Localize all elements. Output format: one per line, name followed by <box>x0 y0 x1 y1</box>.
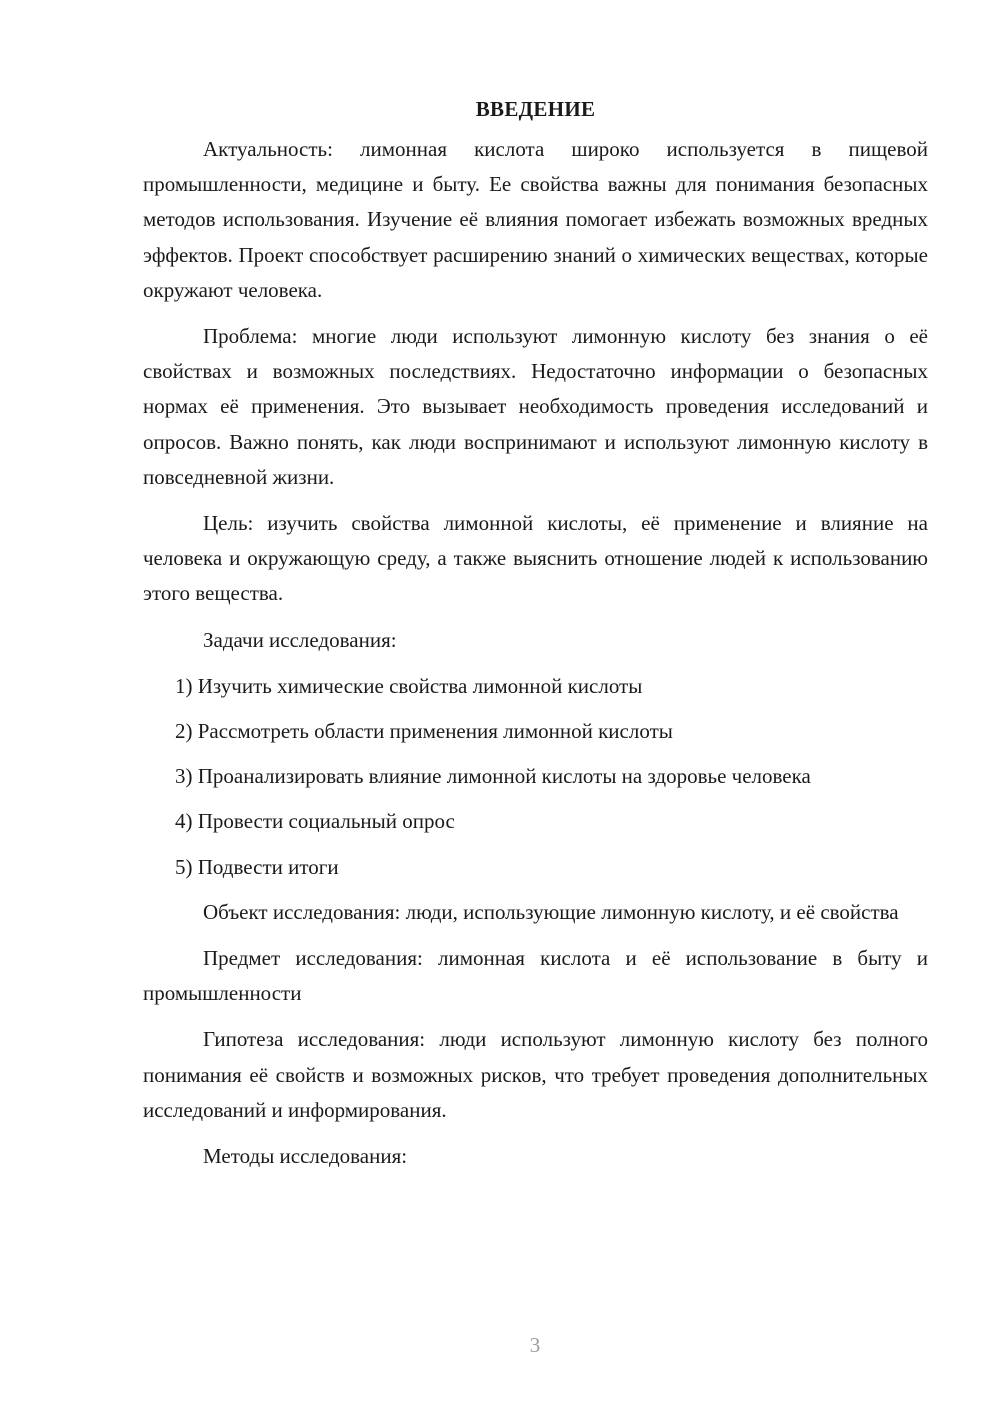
page-title: ВВЕДЕНИЕ <box>475 97 596 121</box>
problem-paragraph: Проблема: многие люди используют лимонную кислоту без знания о её свойствах и возможных последствиях. Недостаточно информации о безопасных нормах её применения. Это вызывает необходимость проведения исследований и опросов. Важно понять, как люди воспринимают и используют лимонную кислоту в повседневной жизни. <box>143 324 928 489</box>
task-item-2: 2) Рассмотреть области применения лимонной кислоты <box>175 719 673 744</box>
page-content <box>143 92 928 1185</box>
methods-heading: Методы исследования: <box>203 1144 408 1169</box>
subject-paragraph: Предмет исследования: лимонная кислота и её использование в быту и промышленности <box>143 946 928 1006</box>
relevance-paragraph: Актуальность: лимонная кислота широко используется в пищевой промышленности, медицине и быту. Ее свойства важны для понимания безопасных методов использования. Изучение её влияния помогает избежать возможных вредных эффектов. Проект способствует расширению знаний о химических веществах, которые окружают человека. <box>143 137 928 302</box>
task-item-3: 3) Проанализировать влияние лимонной кислоты на здоровье человека <box>175 764 811 789</box>
task-item-1: 1) Изучить химические свойства лимонной кислоты <box>175 673 643 698</box>
task-item-5: 5) Подвести итоги <box>175 854 339 879</box>
tasks-heading: Задачи исследования: <box>203 627 397 652</box>
object-paragraph: Объект исследования: люди, использующие лимонную кислоту, и её свойства <box>203 899 899 924</box>
page-number: 3 <box>529 1333 541 1357</box>
task-item-4: 4) Провести социальный опрос <box>175 809 455 834</box>
goal-paragraph: Цель: изучить свойства лимонной кислоты, её применение и влияние на человека и окружающую среду, а также выяснить отношение людей к использованию этого вещества. <box>143 511 928 606</box>
hypothesis-paragraph: Гипотеза исследования: люди используют лимонную кислоту без полного понимания её свойств и возможных рисков, что требует проведения дополнительных исследований и информирования. <box>143 1027 928 1122</box>
